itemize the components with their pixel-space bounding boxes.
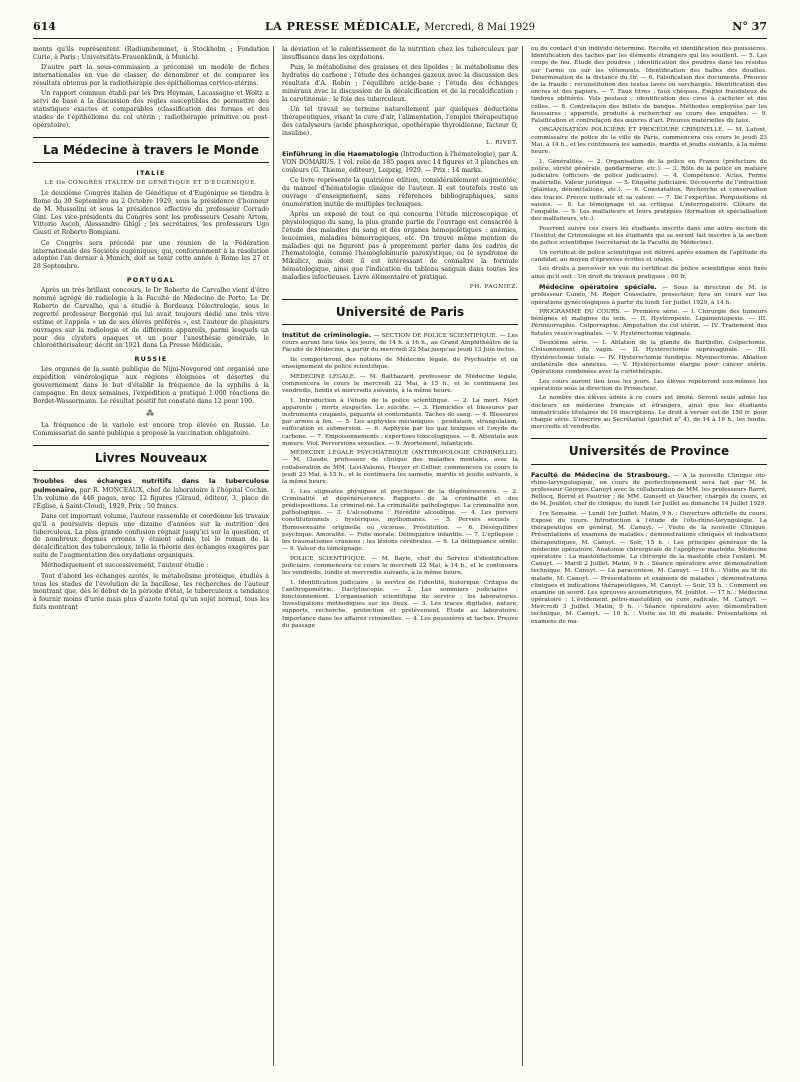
signature: L. RIVET. [486,139,518,146]
paragraph: Le deuxième Congrès italien de Génétique et d'Eugénique se tiendra à Rome du 30 Septembre au 2 Octobre 1929, sous la présidence d'honneur de M. Mussolini et sous la présidence effective du professeur Corrado Gini. Les vice-présidents du Congrès sont les professeurs Cesare Artom, Vittorio Ascoli, Alessandro Ghigi ; les secrétaires, les professeurs Ugo Giusti et Roberto Bompiani. [33,189,269,237]
paragraph: Les organes de la santé publique de Nijni-Novgorod ont organisé une expédition vénérologique aux régions éloignées et désertes du gouvernement dans le but d'établir la fréquence de la syphilis à la campagne. En deux semaines, l'expédition a pratiqué 1.000 réactions de Bordet-Wassermann. Le résultat positif fut constaté dans 12 pour 100. [33,366,269,405]
asterism: ⁂ [146,408,156,418]
paragraph: ou du contact d'un individu déterminé. Récolte et identification des poussières. Identification des taches par les éléments étrangers qui les souillent. — 5. Les coups de feu. Étude des poudres ; identification des poudres dans les résidus sur l'arme ou sur les vêtements. Identification des balles des douilles. Détermination de la distance du tir. — 6. Falsification des documents. Preuves de la fraude ; reconstitution des textes lavés ou surchargés. Identification des encres et des papiers. — 7. Faux titres ; faux chèques. Emploi frauduleux de timbres oblitérés. Vols postaux ; identification des cires à cacheter et des colles. — 8. Contrefaçon des billets de banque. Méthodes employées par les faussaires ; appareils, produits à rechercher au cours des enquêtes. — 9. Falsification et contrefaçon des œuvres d'art. Preuves matérielles du faux. [531,46,767,124]
paragraph: PROGRAMME DU COURS. — Première série. — I. Chirurgie des tumeurs bénignes et malignes du sein. — II. Hystéropexie. Ligamentopexie. — III. Périnéorraphie. Colporraphie. Amputation du col utérin. — IV. Traitement des fistules vésico-vaginales. — V. Hystérectomie vaginale. [531,309,767,337]
section-heading: Livres Nouveaux [33,445,269,471]
faculty-text: — A la nouvelle Clinique oto-rhino-laryngologique, un cours de perfectionnement sera fait par M. le professeur Georges Canuyt avec la collaboration de MM. les professeurs Barré, Bellocq, Borrel et Pautrier ; de MM. Gunsett et Vaucher, chargés de cours, et de M. Joublot, chef de clinique, du lundi 1er Juillet au dimanche 14 Juillet 1929. [531,472,767,508]
book-reference: par R. MONCEAUX, chef de laboratoire à l'hôpital Cochin. Un volume de 446 pages, avec 12 figures (Giraud, éditeur, 3, place de l'Église, à Saint-Cloud), 1929. Prix : 50 francs. [33,486,269,510]
paragraph: Le nombre des élèves admis à ce cours est limité. Seront seuls admis les docteurs en médecine français et étrangers, ainsi que les étudiants immatriculés titulaires de 16 inscriptions. Le droit à verser est de 150 fr. pour chaque série. S'inscrire au Secrétariat (guichet n° 4), de 14 à 16 h., les lundis, mercredis et vendredis. [531,395,767,431]
signature: PH. PAGNIEZ. [469,284,518,291]
course-announcement [282,331,518,630]
paragraph: Ce livre représente la quatrième édition, considérablement augmentée, du manuel d'hématologie clinique de l'auteur. Il est toutefois resté un ouvrage d'enseignement, sans références bibliographiques, sans énumération inutile de multiples techniques. [282,177,518,208]
journal-name: LA PRESSE MÉDICALE, [264,20,421,33]
paragraph: Après un très brillant concours, le Dr Roberto de Carvalho vient d'être nommé agrégé de radiologie à la Faculté de Médecine de Porto. Le Dr Roberto de Carvalho, qui a étudié à Bordeaux l'électrologie, sous le regretté professeur Bergonié qui lui avait toujours dédié une très vive estime et l'appela « un de ses élèves préférés », est l'auteur de plusieurs ouvrages sur la radiologie et de différents appareils, parmi lesquels un pour des clysters opaques et un pour l'anesthésie générale, le chloroéthérisateur, décrit en 1921 dans La Presse Médicale. [33,287,269,350]
column-rule [273,46,274,1066]
paragraph: POLICE SCIENTIFIQUE. — M. Bayle, chef du Service d'identification judiciaire, commencera ce cours le mercredi 22 Mai, à 14 h., et le continuera les vendredis, lundis et mercredis suivants, à la même heure. [282,555,518,577]
section-heading: Université de Paris [282,299,518,325]
book-reference: (Introduction à l'hématologie), par A. VON DOMARUS. 1 vol. relié de 185 pages avec 14 figures et 3 planches en couleurs (G. Thieme, éditeur), Leipzig, 1929. — Prix : 14 marks. [282,151,518,174]
institute-title: Institut de criminologie. [282,330,372,339]
paragraph: D'autre part la sous-commission a préconisé un modèle de fiches internationales en vue de classer, de dénombrer et de comparer les résultats obtenus par la radiothérapie des épithéliomas cervico-utérins. [33,64,269,87]
paragraph: MÉDECINE LÉGALE PSYCHIATRIQUE (ANTHROPOLOGIE CRIMINELLE). — M. Claude, professeur de clinique des maladies mentales, avec la collaboration de MM. Levi-Valensi, Heuyer et Cellier, commencera ce cours le jeudi 23 Mai, à 15 h., et le continuera les samedis, mardis et jeudis suivants, à la même heure. [282,450,518,486]
paragraph: Les cours auront lieu tous les jours. Les élèves répéteront eux-mêmes les opérations sous la direction du Prosecteur. [531,378,767,392]
paragraph: Ce Congrès sera précédé par une réunion de la Fédération internationale des Sociétés eugéniques, qui, conformément à la résolution adoptée l'an dernier à Munich, doit se tenir cette année à Rome les 27 et 28 Septembre. [33,239,269,271]
paragraph [282,331,518,355]
paragraph [531,471,767,509]
subsection-heading: ITALIE [136,168,166,177]
column-rule [522,46,523,1066]
paragraph: Dans cet important volume, l'auteur rassemble et coordonne les travaux qu'il a poursuivis depuis une dizaine d'années sur la nutrition des tuberculeux. La plus grande confusion régnait jusqu'ici sur la question, et de nombreux dogmes erronés y étaient admis, tel le roman de la décalcification des tuberculeux, telle la théorie des échanges exagérés par suite de l'augmentation des oxydations organiques. [33,512,269,560]
paragraph: ORGANISATION POLICIÈRE ET PROCÉDURE CRIMINELLE. — M. Lafont, commissaire de police de la ville de Paris, commencera ces cours le jeudi 23 Mai, à 14 h., et les continuera les samedis, mardis et jeudis suivants, à la même heure. [531,127,767,156]
book-entry [282,150,518,175]
subsection-heading: RUSSIE [134,355,168,364]
paragraph: Un certificat de police scientifique est délivré après examen de l'aptitude du candidat, au moyen d'épreuves écrites et orales. [531,249,767,263]
page-header [33,18,767,39]
course-announcement [531,471,767,626]
institute-text: — SECTION DE POLICE SCIENTIFIQUE. — Les cours auront lieu tous les jours, de 14 h. à 16 h., au Grand Amphithéâtre de la Faculté de Médecine, à partir du mercredi 22 Mai jusqu'au jeudi 13 Juin inclus. [282,332,518,354]
paragraph: Puis, le métabolisme des graisses et des lipoïdes ; le métabolisme des hydrates de carbone ; l'étude des échanges gazeux avec la discussion des résultats d'A. Robin ; l'équilibre acide-base ; l'étude des échanges minéraux avec la discussion de la décalcification et de la recalcification ; la carotinémie ; le foie des tuberculeux. [282,64,518,103]
course-title: Médecine opératoire spéciale. [539,283,657,292]
paragraph: 1. Les stigmates physiques et psychiques de la dégénérescence. — 2. Criminalité et dégénérescence. Rapports de la criminalité et des prédispositions. Le criminel-né. La criminalité pathologique. La criminalité non pathologique. — 3. L'alcoolisme : Hérédité alcoolique. — 4. Les pervers constitutionnels : hystériques, mythomanes. — 5. Pervers sexuels : Homosexualité originelle ou vicieuse. Prostitution. — 6. Déséquilibre psychique. Amoralité. — Folie morale. Délinquance infantile. — 7. L'épilepsie ; les traumatismes craniens ; les lésions cérébrales. — 8. La délinquance sénile. — 9. Valeur du témoignage. [282,488,518,553]
paragraph: La fréquence de la variole est encore trop élevée en Russie. Le Commissariat de santé publique a proposé la vaccination obligatoire. [33,421,269,437]
column-2 [282,46,518,1066]
course-text: — Sous la direction de M. le professeur Cunéo, M. Roger Couvelaire, prosecteur, fera un cours sur les opérations gynécologiques à partir du lundi 1er Juillet 1929, à 14 h. [531,285,767,306]
paragraph: Un tel travail se termine naturellement par quelques déductions thérapeutiques, visant la cure d'air, l'alimentation, l'emploi thérapeutique des catalyseurs (acide phosphorique, opothérapie thyroïdienne, facteur O, insuline). [282,105,518,137]
section-heading: La Médecine à travers le Monde [33,137,269,163]
faculty-title: Faculté de Médecine de Strasbourg. [531,470,670,479]
paragraph: Après un exposé de tout ce qui concerne l'étude microscopique et physiologique du sang, la plus grande partie de l'ouvrage est consacrée à l'étude des maladies du sang et des organes hémopoïétiques : anémies, leucémies, maladies hémorragiques, etc. On trouve même mention de maladies qui ne figurent pas à proprement parler dans les cadres de l'hématologie, comme l'hémoglobinurie paroxystique, ou le syndrome de Mikulicz, mais dont il est intéressant de connaître la formule hématologique, ainsi que l'indication du tableau sanguin dans toutes les maladies infectieuses. Livre élémentaire et pratique. [282,211,518,282]
paragraph: 1. Généralités. — 2. Organisation de la police en France (préfecture de police, sûreté générale, gendarmerie, etc.). — 3. Rôle de la police en matière judiciaire (officiers de police judiciaire). — 4. Compétence. Actes. Forme matérielle. Valeur juridique. — 5. Enquête judiciaire. Découverte de l'infraction (plaintes, dénonciations, etc.). — 6. Constatation. Recherche et conservation des traces. Preuve indiciale et sa valeur. — 7. De l'expertise. Perquisitions et saisies. — 8. Le témoignage et sa critique. L'interrogatoire. Clôture de l'enquête. — 9. Les malfaiteurs et leurs pratiques (formation et spécialisation des malfaiteurs, etc.). [531,158,767,223]
paragraph: Les droits à percevoir en vue du certificat de police scientifique sont fixés ainsi qu'il suit : Un droit de travaux pratiques : 60 fr. [531,266,767,280]
issue-date: Mercredi, 8 Mai 1929 [424,22,535,33]
paragraph: Deuxième série. — I. Ablation de la glande de Bartholin. Colpectomie. Cloisonnement du vagin. — II. Hystérectomie supravaginale. — III. Hystérectomie totale. — IV. Hystérectomie fundique. Myomectomie. Ablation unilatérale des annexes. — V. Hystérectomie élargie pour cancer utérin. Opérations combinées avec la curiethérapie. [531,340,767,375]
paragraph: ments qu'ils représentent (Radiumhemmet, à Stockholm ; Fondation Curie, à Paris ; Universitäts-Frauenklinik, à Munich). [33,46,269,61]
book-title: Einführung in die Haematologie [282,150,399,159]
book-title: Troubles des échanges nutritifs dans la tuberculose pulmonaire, [33,476,269,494]
page-number: 614 [33,20,56,33]
paragraph: Ils comporteront des notions de Médecine légale, de Psychiatrie et un enseignement de police scientifique. [282,356,518,371]
paragraph: Méthodiquement et successivement, l'auteur étudie : [41,562,209,570]
paragraph: Tout d'abord les échanges azotés, le métabolisme protéique, étudiés à tous les stades de l'évolution de la bacillose, les recherches de l'auteur montrant que, dès le début de la période d'état, le tuberculeux a tendance à fournir moins d'urée mais plus d'azote total qu'un sujet normal, tous les faits montrant [33,572,269,612]
issue-number: N° 37 [732,20,767,33]
paragraph: la déviation et le ralentissement de la nutrition chez les tuberculeux par insuffisance dans les oxydations. [282,46,518,61]
column-1 [33,46,269,1066]
subsection-heading: PORTUGAL [126,276,176,285]
paragraph: 1re Semaine. — Lundi 1er Juillet. Matin, 9 h. : Ouverture officielle du cours. Exposé du cours. Introduction à l'étude de l'oto-rhino-laryngologie. La thérapeutique en général, M. Canuyt. — Visite de la nouvelle Clinique. Présentations et examens de malades ; démonstrations cliniques et indications thérapeutiques, M. Canuyt. — Soir, 15 h. : Les principes généraux de la médecine opératoire. Anatomie chirurgicale de l'apophyse mastoïde. Médecine opératoire : La mastoïdectomie. La chirurgie de la mastoïde chez l'enfant, M. Canuyt. — Mardi 2 Juillet. Matin, 9 h. : Séance opératoire avec démonstration technique, M. Canuyt. — La paracentèse, M. Canuyt. — 10 h. : Visite au lit du malade, M. Canuyt. — Présentations et examens de malades ; démonstrations cliniques et indications thérapeutiques, M. Canuyt. — Soir, 15 h. : Comment on examine un sourd. Les épreuves acoumétriques, M. Joublot. — 17 h. : Médecine opératoire : L'évidement pétro-mastoïdien ou cure radicale, M. Canuyt. — Mercredi 3 Juillet. Matin, 9 h. : Séance opératoire avec démonstration technique, M. Canuyt. — 10 h. : Visite au lit du malade. Présentations et examens de ma- [531,510,767,625]
book-entry [33,477,269,511]
article-caption: LE IIe CONGRÈS ITALIEN DE GÉNÉTIQUE ET D'EUGÉNIQUE. [44,179,258,186]
section-heading: Universités de Province [531,438,767,464]
course-announcement [531,46,767,431]
paragraph: 1. Introduction à l'étude de la police scientifique. — 2. La mort. Mort apparente ; morts suspectes. Le suicide. — 3. Homicides et blessures par instruments coupants, piquants et contondants. Taches de sang. — 4. Blessures par armes à feu. — 5. Les asphyxies mécaniques : pendaison, strangulation, suffocation et submersion. — 6. Asphyxie par les gaz toxiques et l'oxyde de carbone. — 7. Empoisonnements ; expertises toxicologiques. — 8. Attentats aux mœurs. Viol. Perversions sexuelles. — 9. Avortement, infanticide. [282,397,518,447]
paragraph: Un rapport commun établi par les Drs Heyman, Lacassagne et Woltz a servi de base à la discussion des règles susceptibles de permettre des statistiques exactes et comparables (classification des formes et des stades de l'épithéliome du col utérin ; radiothérapie primitive ou post-opératoire). [33,90,269,129]
running-title [33,20,767,35]
paragraph [531,283,767,307]
column-3 [531,46,767,1066]
paragraph: MÉDECINE LÉGALE. — M. Balthazard, professeur de Médecine légale, commencera le cours le mercredi 22 Mai, à 15 h., et le continuera les vendredis, lundis et mercredis suivants, à la même heure. [282,373,518,395]
paragraph: Pourront suivre ces cours les étudiants inscrits dans une autre section de l'Institut de Criminologie et les étudiants qui se seront fait inscrire à la section de police scientifique (secrétariat de la Faculté de Médecine). [531,225,767,247]
paragraph: 1. Identification judiciaire ; le service de l'identité, historique. Critique de l'anthropométrie. Dactyloscopie. — 2. Les sommiers judiciaires ; fonctionnement. L'organisation scientifique du service ; les laboratoires. Investigations méthodiques sur les lieux. — 3. Les traces digitales, nature, supports, recherche, protection et prélèvement. Étude au laboratoire. Importance dans les affaires criminelles. — 4. Les poussières et taches. Preuve du passage [282,579,518,629]
